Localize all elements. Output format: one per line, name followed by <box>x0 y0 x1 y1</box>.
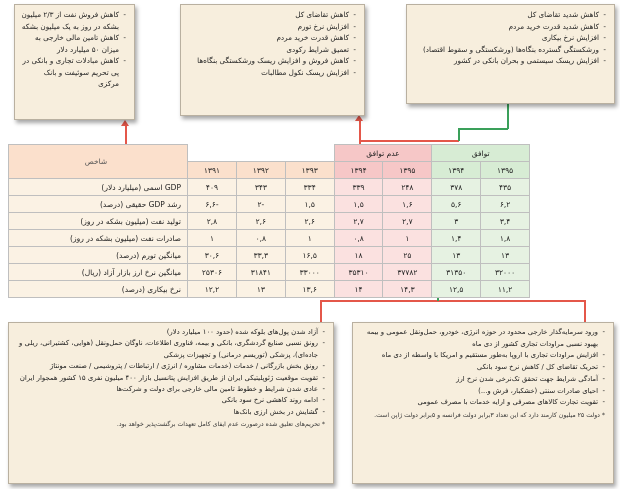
top-left-box <box>14 4 135 120</box>
table-cell: ۳۷۸ <box>432 179 481 196</box>
connector-line <box>458 128 460 141</box>
year-header: ۱۳۹۱ <box>188 162 237 179</box>
box-item: - افزایش نرخ تورم <box>187 21 356 33</box>
table-cell: ۳۱۸۴۱ <box>236 264 285 281</box>
table-row <box>9 213 530 230</box>
arrowhead <box>121 120 129 126</box>
connector-line <box>359 140 459 142</box>
table-cell: ۳۳۹ <box>334 179 383 196</box>
year-header: ۱۳۹۵ <box>481 162 530 179</box>
table-cell: ۱,۵ <box>285 196 334 213</box>
table-cell: ۱,۸ <box>481 230 530 247</box>
box-item: - تحریک تقاضای کل / کاهش نرخ سود بانکی <box>359 362 605 374</box>
year-header: ۱۳۹۵ <box>383 162 432 179</box>
table-cell: ۱۳,۶ <box>285 281 334 298</box>
table-row <box>9 281 530 298</box>
table-cell: ۵,۶ <box>432 196 481 213</box>
table-cell: ۲۴۸ <box>383 179 432 196</box>
table-cell: ۰,۸ <box>334 230 383 247</box>
connector-line <box>320 300 585 302</box>
table-cell: ۲۵۳۰۶ <box>188 264 237 281</box>
table-cell: ۳۳,۳ <box>236 247 285 264</box>
table-cell: ۱,۵ <box>334 196 383 213</box>
box-item: - کاهش قدرت خرید مردم <box>187 32 356 44</box>
box-item: - آزاد شدن پول‌های بلوکه شده (حدود ۱۰۰ میلیارد دلار) <box>15 327 325 338</box>
footnote: * دولت ۲۵ میلیون کارمند دارد که این تعداد ۳برابر دولت فرانسه و ۵برابر دولت ژاپن است. <box>374 412 605 420</box>
table-cell: ۳۷۷۸۲ <box>383 264 432 281</box>
box-item: - کاهش فروش نفت از ۲/۳ میلیون بشکه در روز به یک میلیون بشکه <box>21 9 126 32</box>
table-cell: ۲,۶ <box>285 213 334 230</box>
box-item: - کاهش تقاضای کل <box>187 9 356 21</box>
indicator-label: میانگین تورم (درصد) <box>9 247 188 264</box>
table-cell: ۴۳۵ <box>481 179 530 196</box>
table-cell: ۳۳۰۰۰ <box>285 264 334 281</box>
box-item: - افزایش نرخ بیکاری <box>413 32 606 44</box>
top-middle-box <box>180 4 365 116</box>
table-cell: ۱۳ <box>236 281 285 298</box>
box-item: - ورود سرمایه‌گذار خارجی محدود در حوزه انرژی، خودرو، حمل‌ونقل عمومی و بیمه بهبود نسبی مراودات تجاری کشور از دی ماه <box>359 327 605 350</box>
box-item: - افزایش ریسک نکول مطالبات <box>187 67 356 79</box>
box-item: - آمادگی شرایط جهت تحقق تک‌نرخی شدن نرخ ارز <box>359 374 605 386</box>
year-header: ۱۳۹۴ <box>334 162 383 179</box>
box-item: - ورشکستگی گسترده بنگاه‌ها (ورشکستگی و سقوط اقتصاد) <box>413 44 606 56</box>
table-cell: ۲,۸ <box>188 213 237 230</box>
box-item: - کاهش تامین مالی خارجی به میزان ۵۰ میلیارد دلار <box>21 32 126 55</box>
box-item: - تقویت موقعیت ژئوپلیتیکی ایران از طریق افزایش پتانسیل بازار ۴۰۰ میلیون نفری ۱۵ کشور همجوار ایران <box>15 373 325 384</box>
top-right-box <box>406 4 615 104</box>
box-item: - رونق بخش بازرگانی / خدمات (خدمات مشاوره / انرژی / ارتباطات / پتروشیمی / صنعت مونتاژ <box>15 361 325 372</box>
box-item: - کاهش شدید تقاضای کل <box>413 9 606 21</box>
table-cell: ۰,۸ <box>236 230 285 247</box>
box-item: - گشایش در بخش ارزی بانک‌ها <box>15 407 325 418</box>
bottom-left-box <box>8 322 334 484</box>
box-item: - ادامه روند کاهشی نرخ سود بانکی <box>15 395 325 406</box>
indicators-table <box>8 144 530 298</box>
group-header-agreement: توافق <box>432 145 530 162</box>
table-cell: ۱۸ <box>334 247 383 264</box>
table-cell: ۳,۴ <box>481 213 530 230</box>
box-item: - عادی شدن شرایط و خطوط تامین مالی خارجی برای دولت و شرکت‌ها <box>15 384 325 395</box>
indicator-label: تولید نفت (میلیون بشکه در روز) <box>9 213 188 230</box>
table-cell: ۱,۶ <box>383 196 432 213</box>
indicator-label: نرخ بیکاری (درصد) <box>9 281 188 298</box>
table-row <box>9 179 530 196</box>
table-cell: ۱۴,۳ <box>383 281 432 298</box>
table-cell: ۱ <box>383 230 432 247</box>
box-item: - کاهش مبادلات تجاری و بانکی در پی تحریم سوئیفت و بانک مرکزی <box>21 55 126 90</box>
table-cell: ۶,۲ <box>481 196 530 213</box>
bottom-right-box <box>352 322 614 484</box>
table-cell: ۴۰۹ <box>188 179 237 196</box>
box-item: - احیای صادرات سنتی (خشکبار، فرش و...) <box>359 386 605 398</box>
box-item: - تقویت تجارت کالاهای مصرفی و ارایه خدمات با مصرف عمومی <box>359 397 605 409</box>
year-header: ۱۳۹۳ <box>285 162 334 179</box>
table-cell: ۱,۴ <box>432 230 481 247</box>
box-item: - کاهش شدید قدرت خرید مردم <box>413 21 606 33</box>
table-cell: ۳۴۳ <box>236 179 285 196</box>
table-row <box>9 230 530 247</box>
connector-line <box>584 300 586 322</box>
connector-line <box>320 300 322 322</box>
table-cell: ۱۶,۵ <box>285 247 334 264</box>
table-cell: -۲ <box>236 196 285 213</box>
box-item: - تعمیق شرایط رکودی <box>187 44 356 56</box>
table-cell: ۱ <box>188 230 237 247</box>
table-cell: ۱۳ <box>432 247 481 264</box>
table-cell: -۶,۶ <box>188 196 237 213</box>
table-cell: ۲۵ <box>383 247 432 264</box>
table-cell: ۱۱,۲ <box>481 281 530 298</box>
indicator-label: صادرات نفت (میلیون بشکه در روز) <box>9 230 188 247</box>
table-cell: ۲,۷ <box>334 213 383 230</box>
table-cell: ۳۱۳۵۰ <box>432 264 481 281</box>
table-row <box>9 247 530 264</box>
table-row <box>9 264 530 281</box>
indicator-label: رشد GDP حقیقی (درصد) <box>9 196 188 213</box>
box-item: - کاهش فروش و افزایش ریسک ورشکستگی بنگاه‌ها <box>187 55 356 67</box>
box-item: - افزایش مراودات تجاری با اروپا به‌طور مستقیم و امریکا با واسطه از دی ماه <box>359 350 605 362</box>
table-cell: ۱ <box>285 230 334 247</box>
table-cell: ۳۰,۶ <box>188 247 237 264</box>
year-header: ۱۳۹۴ <box>432 162 481 179</box>
table-cell: ۳ <box>432 213 481 230</box>
indicator-label: میانگین نرخ ارز بازار آزاد (ریال) <box>9 264 188 281</box>
table-cell: ۲,۷ <box>383 213 432 230</box>
connector-line <box>507 104 509 129</box>
connector-line <box>125 125 127 145</box>
table-cell: ۳۲۰۰۰ <box>481 264 530 281</box>
indicator-header: شاخص <box>9 145 188 179</box>
table-cell: ۱۴ <box>334 281 383 298</box>
table-row <box>9 196 530 213</box>
table-cell: ۳۵۳۱۰ <box>334 264 383 281</box>
box-item: - رونق نسبی صنایع گردشگری، بانکی و بیمه، فناوری اطلاعات، ناوگان حمل‌ونقل (هوایی، کشتیرانی، ریلی و جاده‌ای)، پزشکی (توریسم درمانی) و تجهیزات پزشکی <box>15 338 325 361</box>
table-cell: ۱۲,۲ <box>188 281 237 298</box>
table-cell: ۳۳۴ <box>285 179 334 196</box>
indicator-label: GDP اسمی (میلیارد دلار) <box>9 179 188 196</box>
table-cell: ۱۳ <box>481 247 530 264</box>
table-cell: ۲,۶ <box>236 213 285 230</box>
year-header: ۱۳۹۲ <box>236 162 285 179</box>
group-header-no-agreement: عدم توافق <box>334 145 432 162</box>
box-item: - افزایش ریسک سیستمی و بحران بانکی در کشور <box>413 55 606 67</box>
table-cell: ۱۲,۵ <box>432 281 481 298</box>
connector-line <box>458 128 508 130</box>
footnote: * تحریم‌های تعلیق شده درصورت عدم ایفای کامل تعهدات برگشت‌پذیر خواهد بود. <box>116 421 325 429</box>
